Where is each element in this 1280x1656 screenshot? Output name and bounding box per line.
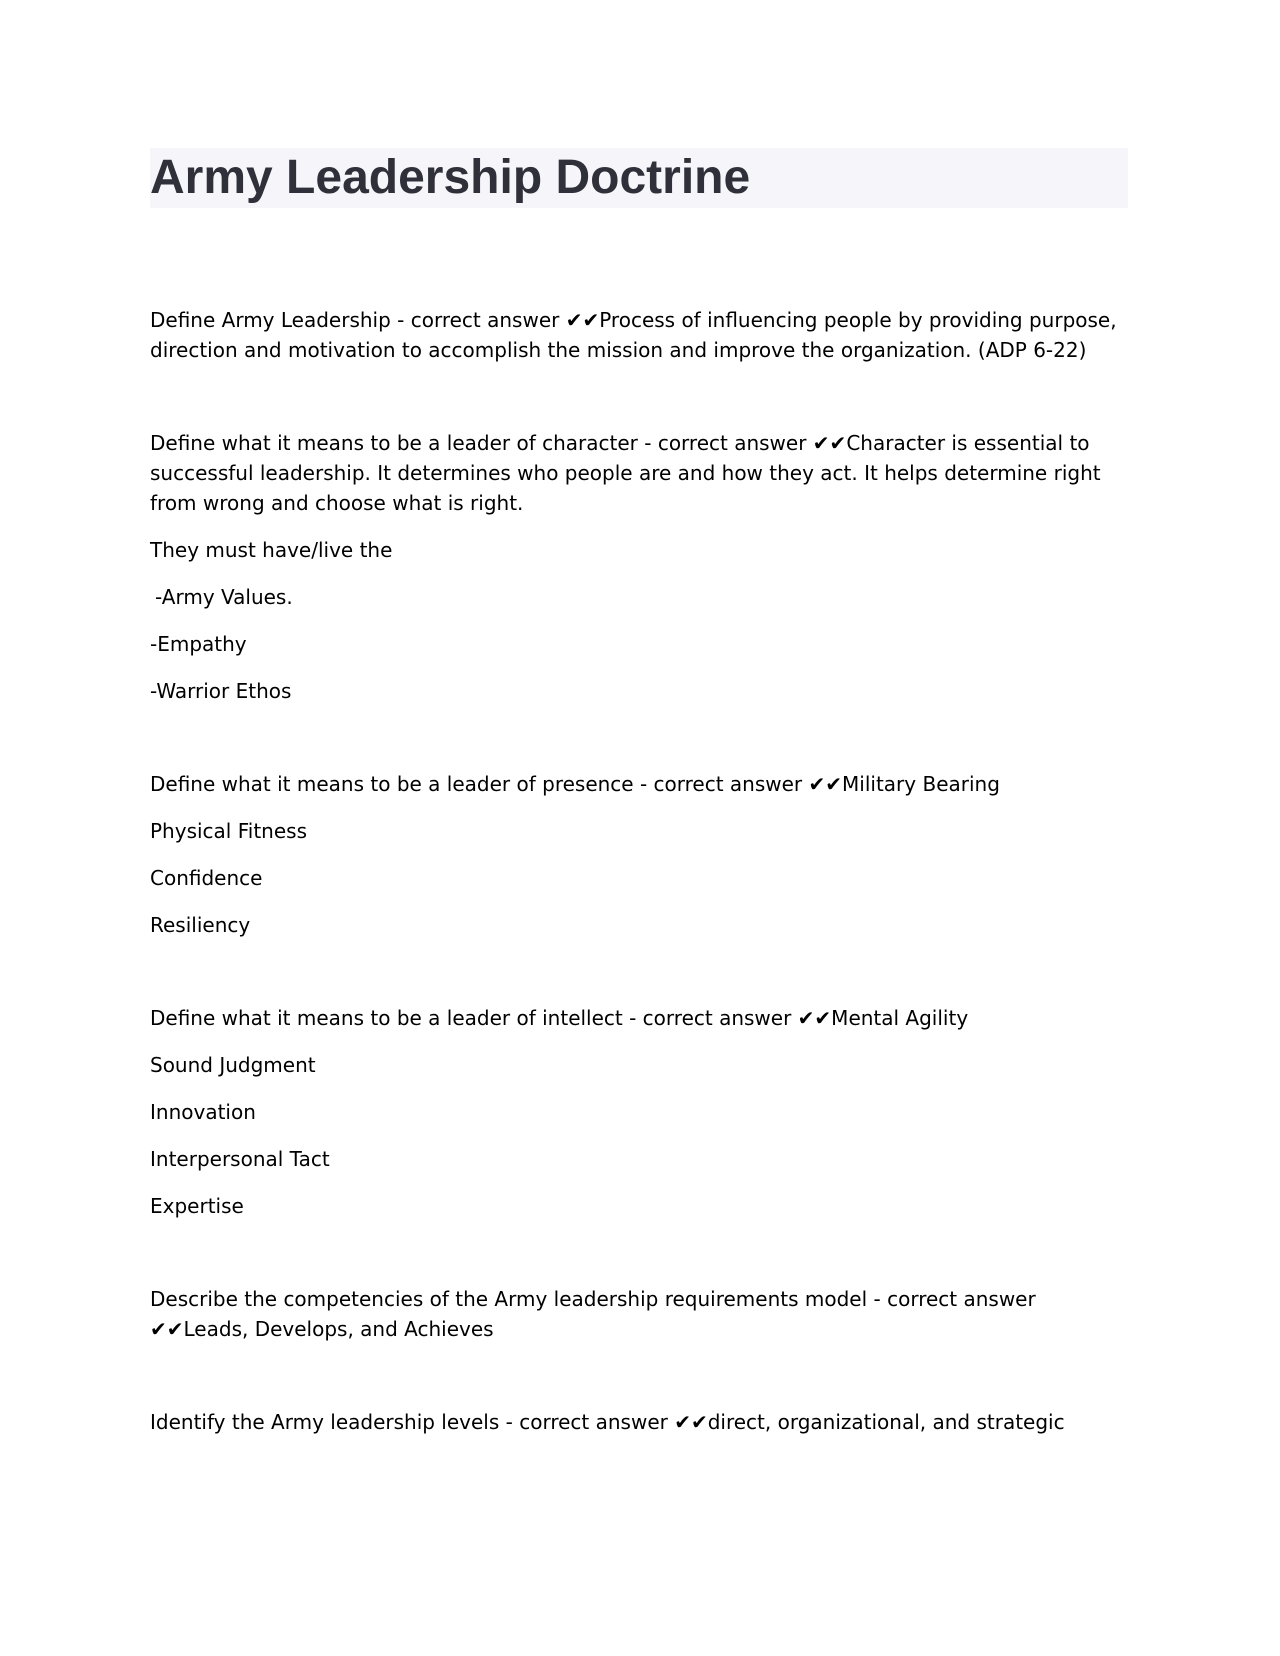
qa-question: Define what it means to be a leader of presence - correct answer ✔✔Military Bearing [150,772,1000,796]
qa-line: -Army Values. [155,585,293,609]
qa-line: Expertise [150,1194,244,1218]
qa-entry [150,1003,1130,1221]
qa-entry [150,1284,1130,1344]
qa-line: Confidence [150,866,263,890]
qa-question: Define what it means to be a leader of intellect - correct answer ✔✔Mental Agility [150,1006,969,1030]
document-page [150,148,1130,1437]
document-title: Army Leadership Doctrine [150,151,751,204]
qa-entry [150,1407,1130,1437]
qa-line: Innovation [150,1100,256,1124]
qa-line: Sound Judgment [150,1053,316,1077]
qa-line: Physical Fitness [150,819,307,843]
qa-entry [150,769,1130,940]
qa-question: Define what it means to be a leader of character - correct answer ✔✔Character is essential to successful leadership. It determines who people are and how they act. It helps determine right from wrong and choose what is right. [150,431,1101,515]
title-banner [150,148,1128,208]
qa-question: Identify the Army leadership levels - correct answer ✔✔direct, organizational, and strategic [150,1410,1065,1434]
qa-entry [150,428,1130,706]
qa-line: -Warrior Ethos [150,679,292,703]
qa-line: They must have/live the [150,538,393,562]
qa-question: Describe the competencies of the Army leadership requirements model - correct answer ✔✔Leads, Develops, and Achieves [150,1287,1036,1341]
qa-line: Resiliency [150,913,251,937]
qa-line: Interpersonal Tact [150,1147,330,1171]
qa-entry [150,305,1130,365]
qa-line: -Empathy [150,632,247,656]
document-content [150,305,1130,1437]
qa-question: Define Army Leadership - correct answer ✔✔Process of influencing people by providing purpose, direction and motivation to accomplish the mission and improve the organization. (ADP 6-22) [150,308,1117,362]
